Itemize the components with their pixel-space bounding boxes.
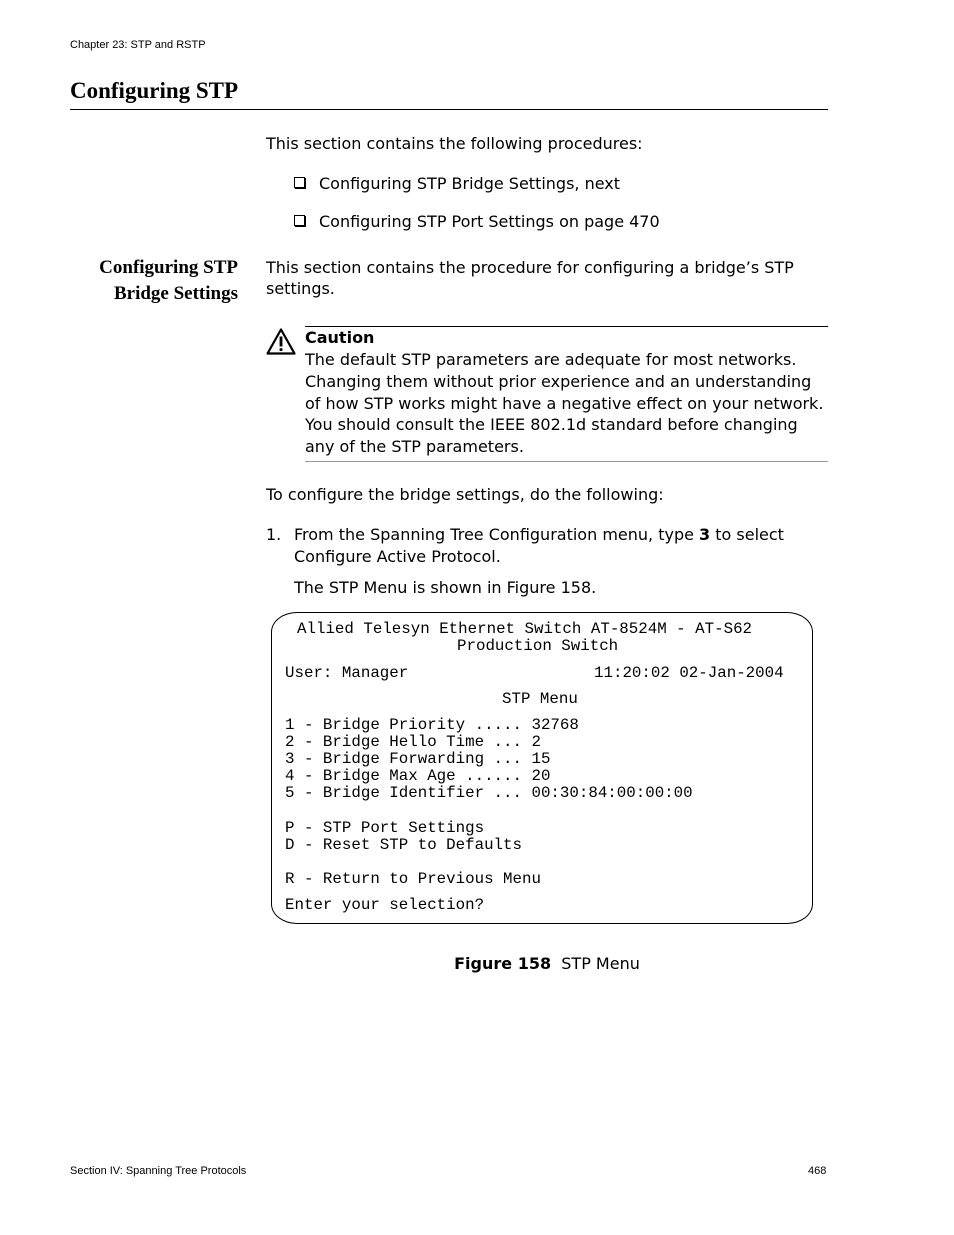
- procedure-intro: To configure the bridge settings, do the following:: [266, 485, 664, 504]
- menu-item[interactable]: 5 - Bridge Identifier ... 00:30:84:00:00:00: [285, 784, 693, 802]
- menu-item[interactable]: 3 - Bridge Forwarding ... 15: [285, 750, 551, 768]
- figure-caption: [0, 953, 954, 975]
- subsection-heading-line: Configuring STP: [99, 257, 238, 278]
- menu-timestamp: 11:20:02 02-Jan-2004: [594, 664, 784, 682]
- bullet-text: Configuring STP Bridge Settings, next: [319, 174, 621, 193]
- step-key: 3: [699, 525, 711, 544]
- menu-item[interactable]: 4 - Bridge Max Age ...... 20: [285, 767, 551, 785]
- page-number: 468: [808, 1165, 827, 1177]
- menu-prompt: Enter your selection?: [285, 896, 485, 914]
- caution-title: Caution: [305, 328, 375, 347]
- menu-item[interactable]: 2 - Bridge Hello Time ... 2: [285, 733, 541, 751]
- step-text-after: to select Configure Active Protocol.: [294, 525, 784, 566]
- step-note: The STP Menu is shown in Figure 158.: [294, 578, 597, 597]
- footer-section: Section IV: Spanning Tree Protocols: [70, 1165, 247, 1177]
- menu-item-return[interactable]: R - Return to Previous Menu: [285, 870, 541, 888]
- running-header: Chapter 23: STP and RSTP: [70, 39, 206, 51]
- caution-body: The default STP parameters are adequate for most networks. Changing them without prior experience and an understanding of how STP works might have a negative effect on your network. You should consult the IEEE 802.1d standard before changing any of the STP parameters.: [305, 350, 824, 457]
- menu-header-line: Allied Telesyn Ethernet Switch AT-8524M - AT-S62: [297, 620, 753, 638]
- bullet-text: Configuring STP Port Settings on page 470: [319, 212, 660, 231]
- menu-item-reset[interactable]: D - Reset STP to Defaults: [285, 836, 522, 854]
- caution-top-rule: [305, 326, 828, 327]
- title-rule: [70, 109, 828, 110]
- section-title: Configuring STP: [70, 78, 239, 103]
- bullet-item: [294, 173, 620, 195]
- bullet-item: [294, 211, 660, 233]
- menu-user: User: Manager: [285, 664, 409, 682]
- subsection-intro: This section contains the procedure for configuring a bridge’s STP settings.: [266, 258, 794, 298]
- figure-label: Figure 158: [454, 954, 552, 973]
- step-text: [294, 524, 794, 568]
- menu-title: STP Menu: [502, 690, 578, 708]
- subsection-heading-line: Bridge Settings: [113, 283, 238, 304]
- step-text-before: From the Spanning Tree Configuration menu, type: [294, 525, 700, 544]
- menu-header-line: Production Switch: [457, 637, 619, 655]
- menu-item-port-settings[interactable]: P - STP Port Settings: [285, 819, 485, 837]
- menu-item[interactable]: 1 - Bridge Priority ..... 32768: [285, 716, 579, 734]
- intro-text: This section contains the following procedures:: [266, 134, 643, 153]
- checkbox-bullet-icon: [294, 177, 305, 188]
- step-number: 1.: [266, 525, 282, 544]
- caution-bottom-rule: [305, 461, 828, 462]
- checkbox-bullet-icon: [294, 215, 305, 226]
- subsection-heading: [99, 255, 238, 307]
- figure-caption-text: STP Menu: [561, 954, 640, 973]
- warning-triangle-icon: [266, 328, 296, 355]
